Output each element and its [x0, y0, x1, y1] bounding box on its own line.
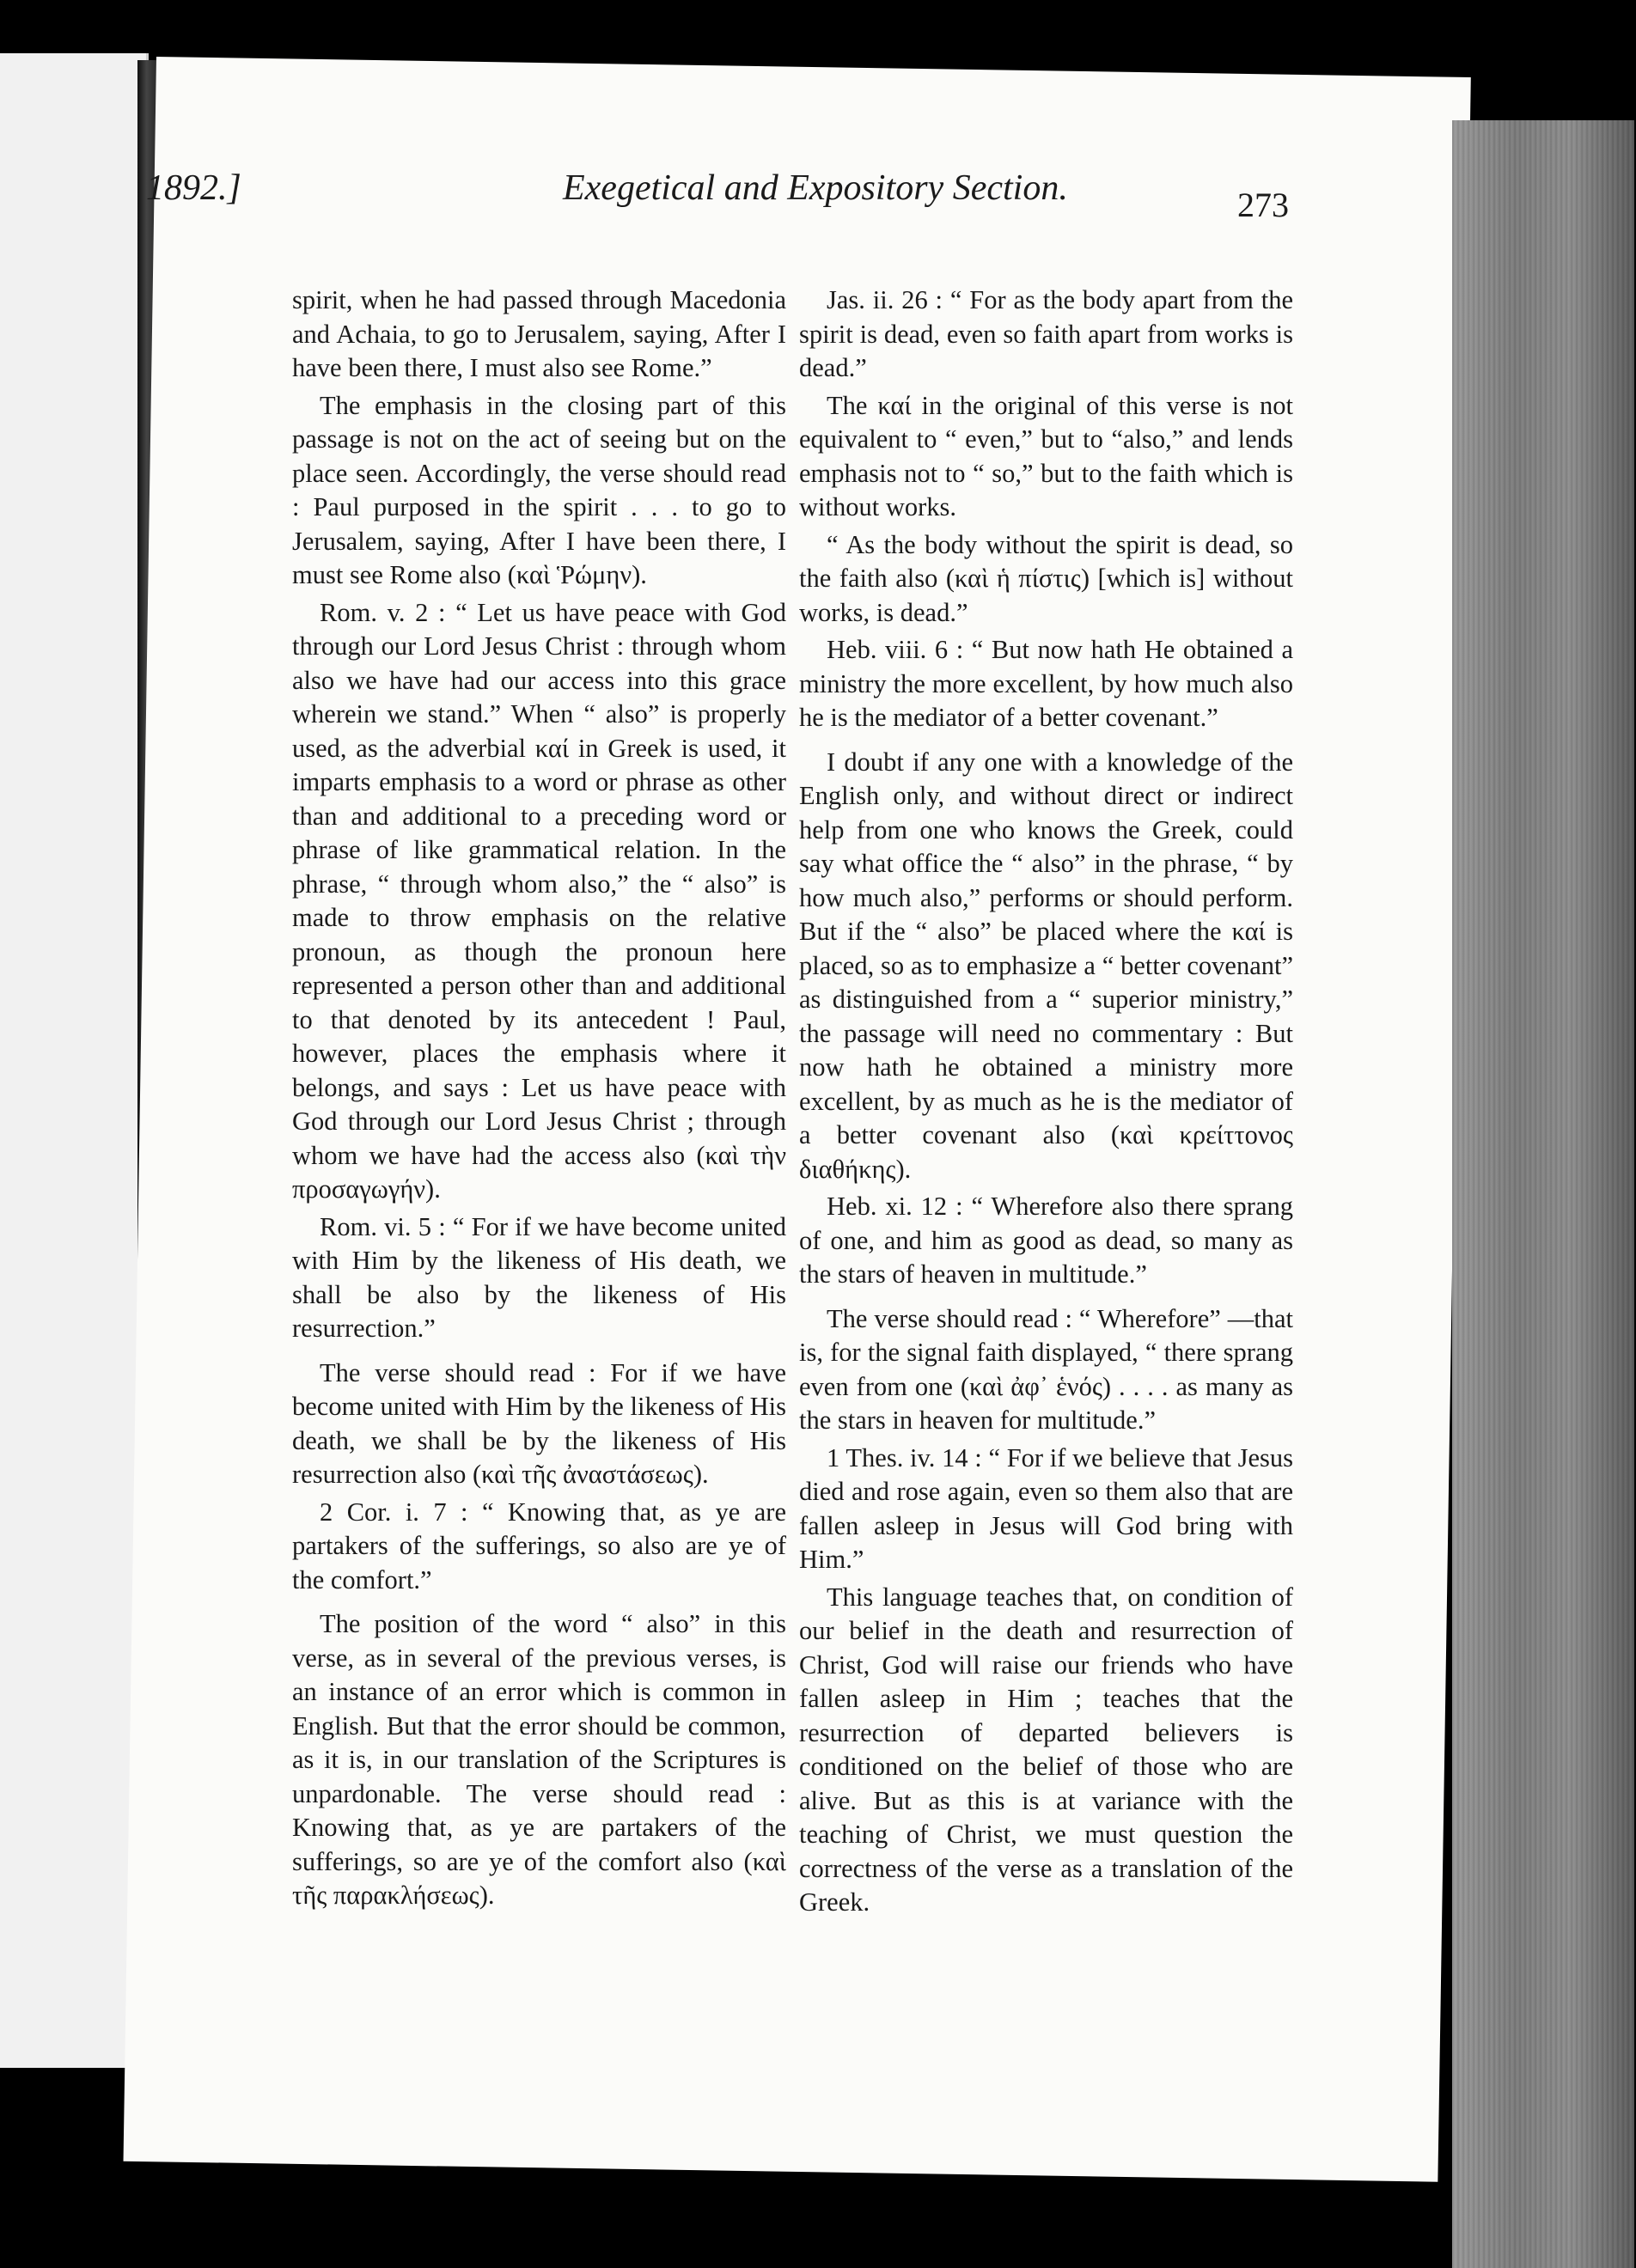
paragraph: The καί in the original of this verse is not equivalent to “ even,” but to “also,” and lends emphasis not to “ so,” but to the faith which is without works. — [799, 390, 1293, 521]
right-column — [799, 284, 1293, 1924]
paragraph: 1 Thes. iv. 14 : “ For if we believe that Jesus died and rose again, even so them also that are fallen asleep in Jesus will God bring with Him.” — [799, 1442, 1293, 1574]
paragraph: 2 Cor. i. 7 : “ Knowing that, as ye are partakers of the sufferings, so also are ye of the comfort.” — [292, 1497, 786, 1594]
page-edges — [1452, 120, 1634, 2268]
paragraph: The position of the word “ also” in this verse, as in several of the previous verses, is an instance of an error which is common in English. But that the error should be common, as it is, in our translation of the Scriptures is unpardonable. The verse should read : Knowing that, as ye are partakers of the sufferings, so are ye of the comfort also (καὶ τῆς παρακλήσεως). — [292, 1609, 786, 1910]
paragraph: The verse should read : “ Wherefore” —that is, for the signal faith displayed, “ there sprang even from one (καὶ ἀφ᾽ ἑνός) . . . . as many as the stars in heaven for multitude.” — [799, 1303, 1293, 1435]
paragraph: spirit, when he had passed through Macedonia and Achaia, to go to Jerusalem, saying, After I have been there, I must also see Rome.” — [292, 285, 786, 382]
paragraph: “ As the body without the spirit is dead, so the faith also (καὶ ἡ πίστις) [which is] without works, is dead.” — [799, 529, 1293, 627]
page-number: 273 — [1237, 186, 1289, 224]
paragraph: Heb. viii. 6 : “ But now hath He obtained a ministry the more excellent, by how much also he is the mediator of a better covenant.” — [799, 635, 1293, 732]
paragraph: This language teaches that, on condition of our belief in the death and resurrection of Christ, God will raise our friends who have fallen asleep in Him ; teaches that the resurrection of departed believers is conditioned on the belief of those who are alive. But as this is at variance with the teaching of Christ, we must question the correctness of the verse as a translation of the Greek. — [799, 1582, 1293, 1917]
paragraph: I doubt if any one with a knowledge of the English only, and without direct or indirect help from one who knows the Greek, could say what office the “ also” in the phrase, “ by how much also,” performs or should perform. But if the “ also” be placed where the καί is placed, so as to emphasize a “ better covenant” as distinguished from a “ superior ministry,” the passage will need no commentary : But now hath he obtained a ministry more excellent, by as much as he is the mediator of a better covenant also (καὶ κρείττονος διαθήκης). — [799, 747, 1293, 1184]
paragraph: The emphasis in the closing part of this passage is not on the act of seeing but on the place seen. Accordingly, the verse should read : Paul purposed in the spirit . . . to go to Jerusalem, saying, After I have been there, I must see Rome also (καὶ Ῥώμην). — [292, 390, 786, 589]
paragraph: Heb. xi. 12 : “ Wherefore also there sprang of one, and him as good as dead, so many as the stars of heaven in multitude.” — [799, 1192, 1293, 1289]
paragraph: Jas. ii. 26 : “ For as the body apart from the spirit is dead, even so faith apart from works is dead.” — [799, 285, 1293, 382]
paragraph: Rom. vi. 5 : “ For if we have become united with Him by the likeness of His death, we shall be also by the likeness of His resurrection.” — [292, 1211, 786, 1343]
left-column — [292, 284, 786, 1917]
header-title: Exegetical and Expository Section. — [563, 168, 1068, 208]
running-header — [146, 168, 1289, 228]
paragraph: Rom. v. 2 : “ Let us have peace with God through our Lord Jesus Christ : through whom also we have had our access into this grace wherein we stand.” When “ also” is properly used, as the adverbial καί in Greek is used, it imparts emphasis to a word or phrase as other than and additional to a preceding word or phrase of like grammatical relation. In the phrase, “ through whom also,” the “ also” is made to throw emphasis on the relative pronoun, as though the pronoun here represented a person other than and additional to that denoted by its antecedent ! Paul, however, places the emphasis where it belongs, and says : Let us have peace with God through our Lord Jesus Christ ; through whom we have had the access also (καὶ τὴν προσαγωγήν). — [292, 597, 786, 1204]
header-year: 1892.] — [146, 168, 241, 208]
paragraph: The verse should read : For if we have become united with Him by the likeness of His death, we shall be by the likeness of His resurrection also (καὶ τῆς ἀναστάσεως). — [292, 1357, 786, 1489]
facing-page — [0, 53, 149, 2068]
